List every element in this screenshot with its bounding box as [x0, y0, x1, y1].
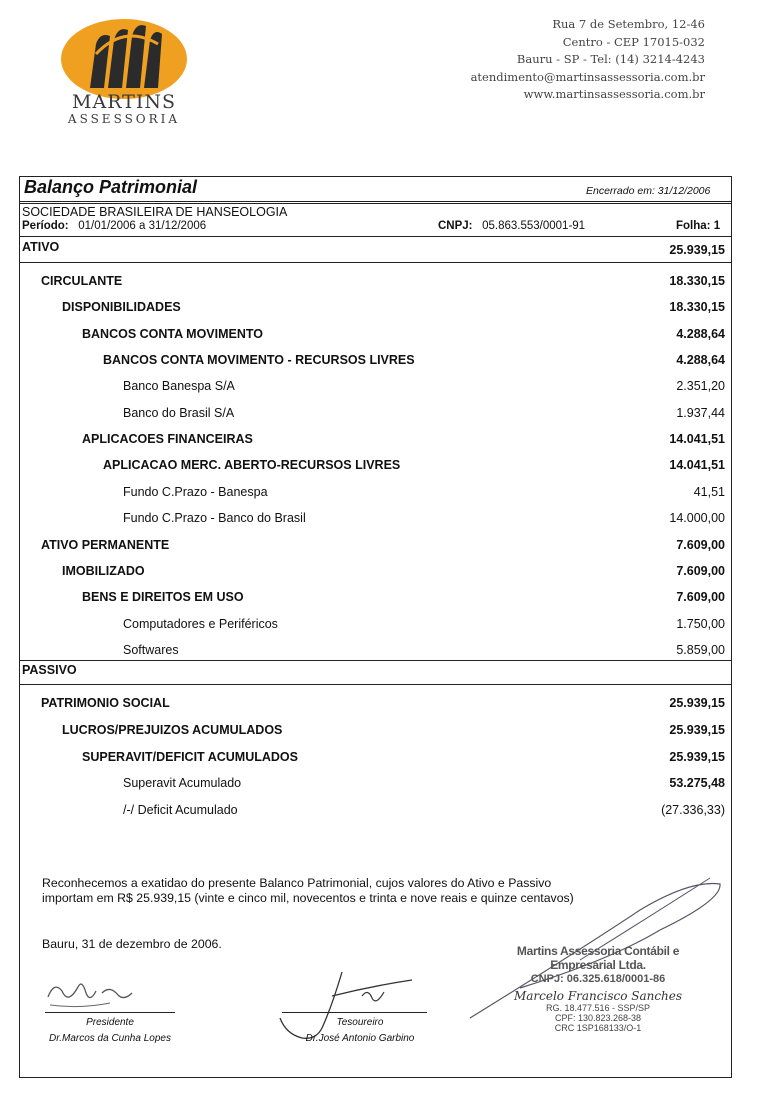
- address-email: atendimento@martinsassessoria.com.br: [470, 69, 705, 84]
- cnpj: [438, 220, 585, 232]
- row-value: 2.351,20: [676, 379, 725, 394]
- row-value: 18.330,15: [669, 274, 725, 288]
- row-value: 41,51: [693, 484, 725, 499]
- stamp-company: Martins Assessoria Contábil e Empresarial Ltda.: [516, 944, 680, 972]
- president-signature-icon: [40, 975, 150, 1015]
- closing-date: Encerrado em: 31/12/2006: [586, 185, 711, 197]
- row-label: Banco Banespa S/A: [123, 379, 235, 394]
- stamp-person: Marcelo Francisco Sanches: [513, 989, 683, 1003]
- row-label: Computadores e Periféricos: [123, 616, 278, 631]
- balance-row: [19, 696, 725, 714]
- balance-row: [19, 564, 725, 582]
- balance-row: [19, 643, 725, 661]
- row-label: Fundo C.Prazo - Banespa: [123, 484, 268, 499]
- accountant-stamp: [488, 944, 708, 1033]
- balance-row: [19, 379, 725, 397]
- divider: [19, 203, 732, 204]
- brand-sub: ASSESSORIA: [67, 112, 181, 126]
- stamp-crc: CRC 1SP168133/O-1: [554, 1023, 642, 1033]
- balance-row: [19, 511, 725, 529]
- entity-name: SOCIEDADE BRASILEIRA DE HANSEOLOGIA: [22, 205, 288, 219]
- row-label: BANCOS CONTA MOVIMENTO: [82, 326, 264, 341]
- company-address: [471, 16, 705, 104]
- row-label: /-/ Deficit Acumulado: [123, 803, 238, 818]
- row-value: 14.000,00: [669, 511, 725, 526]
- period-label: Período:: [22, 220, 69, 232]
- row-value: 14.041,51: [669, 432, 725, 447]
- address-line: Rua 7 de Setembro, 12-46: [552, 17, 705, 31]
- stamp-rg: RG. 18.477.516 - SSP/SP: [545, 1003, 651, 1013]
- row-label: Banco do Brasil S/A: [123, 405, 235, 420]
- divider: [19, 236, 732, 237]
- row-label: PATRIMONIO SOCIAL: [41, 696, 170, 710]
- balance-row: [19, 274, 725, 292]
- row-label: ATIVO PERMANENTE: [41, 537, 170, 552]
- balance-row: [19, 327, 725, 345]
- stamp-cnpj: CNPJ: 06.325.618/0001-86: [530, 973, 666, 985]
- row-value: 4.288,64: [676, 353, 725, 368]
- row-label: BANCOS CONTA MOVIMENTO - RECURSOS LIVRES: [103, 353, 415, 368]
- section-ativo-label: ATIVO: [22, 240, 60, 254]
- row-value: 7.609,00: [676, 537, 725, 552]
- section-ativo-total: 25.939,15: [669, 243, 725, 257]
- row-label: Fundo C.Prazo - Banco do Brasil: [123, 511, 306, 526]
- row-value: 53.275,48: [669, 776, 725, 791]
- place-date: Bauru, 31 de dezembro de 2006.: [42, 937, 222, 951]
- row-label: SUPERAVIT/DEFICIT ACUMULADOS: [82, 749, 298, 764]
- divider: [19, 684, 732, 685]
- address-line: Bauru - SP - Tel: (14) 3214-4243: [516, 52, 705, 66]
- balance-row: [19, 458, 725, 476]
- period-value: 01/01/2006 a 31/12/2006: [78, 220, 207, 232]
- row-label: LUCROS/PREJUIZOS ACUMULADOS: [62, 722, 283, 737]
- section-passivo-label: PASSIVO: [22, 663, 77, 677]
- signature-line: [282, 1012, 427, 1013]
- balance-row: [19, 353, 725, 371]
- balance-row: [19, 432, 725, 450]
- row-value: (27.336,33): [661, 803, 725, 818]
- cnpj-label: CNPJ:: [438, 220, 473, 232]
- sheet-number: Folha: 1: [676, 220, 721, 232]
- row-value: 1.750,00: [676, 616, 725, 631]
- brand-block: [60, 92, 188, 126]
- address-line: Centro - CEP 17015-032: [562, 34, 705, 49]
- balance-row: [19, 590, 725, 608]
- balance-row: [19, 406, 725, 424]
- cnpj-value: 05.863.553/0001-91: [482, 220, 586, 232]
- treasurer-role: Tesoureiro: [336, 1017, 384, 1028]
- balance-row: [19, 617, 725, 635]
- row-value: 4.288,64: [676, 326, 725, 341]
- row-value: 5.859,00: [676, 642, 725, 657]
- declaration-line: Reconhecemos a exatidao do presente Balanco Patrimonial, cujos valores do Ativo e Passivo: [42, 876, 552, 890]
- brand-name: MARTINS: [72, 91, 176, 113]
- balance-row: [19, 803, 725, 821]
- stamp-cpf: CPF: 130.823.268-38: [554, 1013, 642, 1023]
- row-value: 25.939,15: [669, 722, 725, 737]
- row-label: Superavit Acumulado: [123, 776, 242, 791]
- balance-row: [19, 485, 725, 503]
- row-value: 25.939,15: [669, 749, 725, 764]
- signature-line: [45, 1012, 175, 1013]
- president-name: Dr.Marcos da Cunha Lopes: [49, 1033, 171, 1044]
- row-label: APLICACAO MERC. ABERTO-RECURSOS LIVRES: [103, 458, 401, 473]
- row-label: CIRCULANTE: [41, 274, 123, 288]
- row-label: BENS E DIREITOS EM USO: [82, 590, 244, 605]
- row-value: 1.937,44: [676, 405, 725, 420]
- row-value: 7.609,00: [676, 590, 725, 605]
- row-label: APLICACOES FINANCEIRAS: [82, 432, 253, 447]
- row-value: 25.939,15: [669, 696, 725, 710]
- row-label: Softwares: [123, 642, 179, 657]
- balance-row: [19, 300, 725, 318]
- balance-row: [19, 723, 725, 741]
- balance-row: [19, 750, 725, 768]
- address-website: www.martinsassessoria.com.br: [523, 87, 705, 101]
- divider: [19, 201, 732, 202]
- row-value: 18.330,15: [669, 300, 725, 315]
- treasurer-name: Dr.José Antonio Garbino: [305, 1033, 415, 1044]
- row-label: IMOBILIZADO: [62, 563, 145, 578]
- declaration-line: importam em R$ 25.939,15 (vinte e cinco mil, novecentos e trinta e nove reais e quinze centavos): [42, 891, 574, 905]
- row-label: DISPONIBILIDADES: [62, 300, 181, 315]
- row-value: 14.041,51: [669, 458, 725, 473]
- period: [22, 220, 206, 232]
- president-role: Presidente: [86, 1017, 134, 1028]
- report-title: Balanço Patrimonial: [24, 177, 198, 197]
- balance-row: [19, 776, 725, 794]
- balance-row: [19, 538, 725, 556]
- divider: [19, 262, 732, 263]
- row-value: 7.609,00: [676, 563, 725, 578]
